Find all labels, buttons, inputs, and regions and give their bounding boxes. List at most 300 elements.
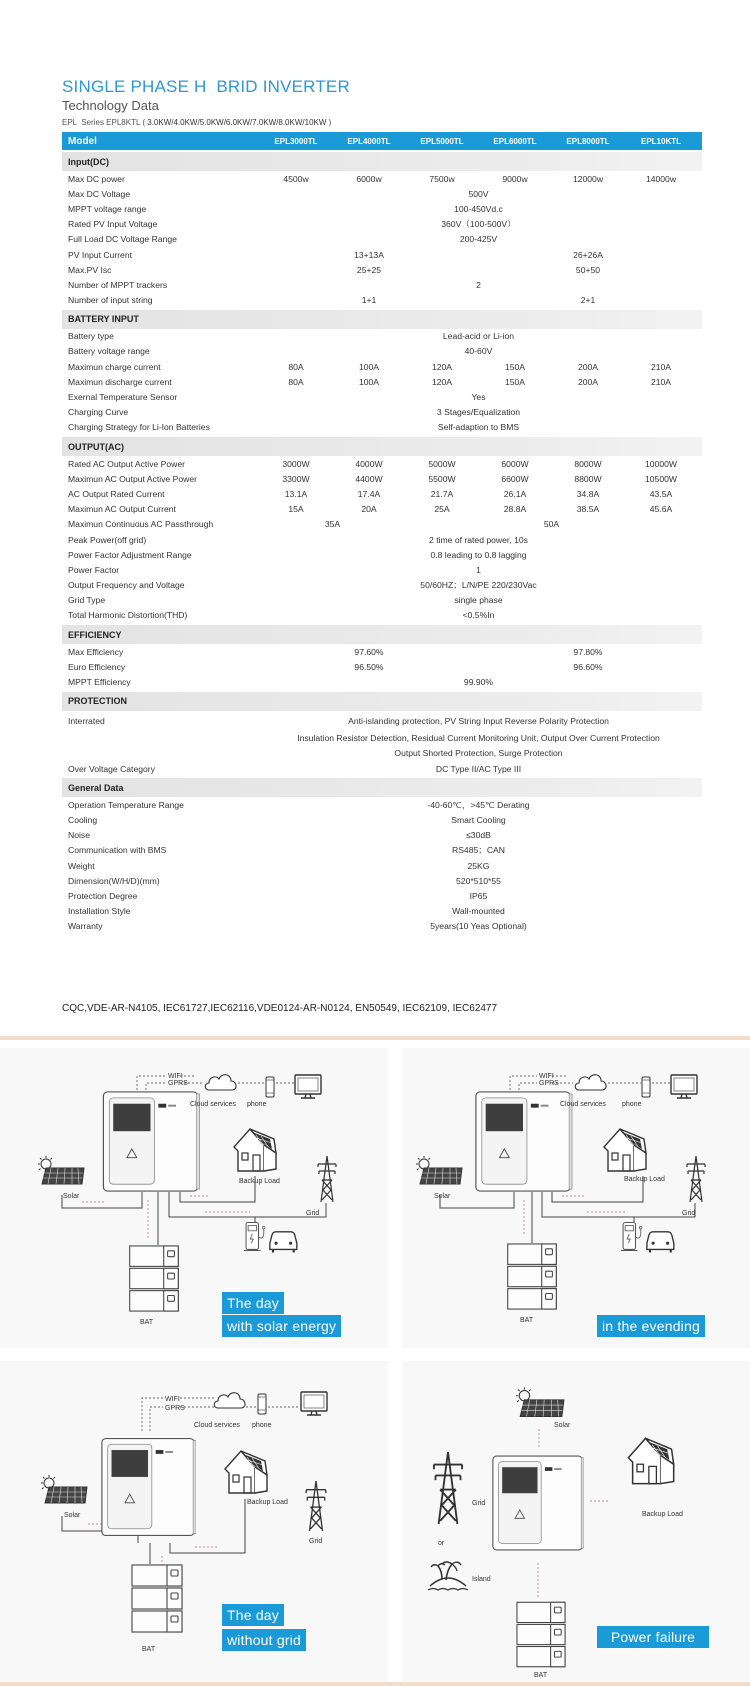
backup-load-label: Backup Load [624,1176,665,1183]
row-value [479,459,552,469]
table-row [62,904,702,919]
cloud-icon [205,1075,236,1090]
row-value-text: 200A [577,361,599,372]
row-label: Interrated [68,715,105,726]
table-row [62,888,702,903]
row-value-text: 3300W [282,473,310,484]
row-label: Maximun AC Output Current [68,504,176,515]
monitor-icon [301,1392,327,1415]
row-value [260,733,698,743]
row-value [260,610,698,620]
monitor-icon [671,1075,697,1098]
row-label: Charging Curve [68,407,129,418]
table-row [62,644,702,659]
solar-panel-icon [516,1387,564,1416]
row-value-text: 3000W [282,458,310,469]
row-value [260,331,698,341]
scenario-panel-power-failure [402,1361,750,1682]
grid-tower-icon [306,1481,326,1531]
row-value-text: 100-450Vd.c [454,203,503,214]
row-value [260,830,698,840]
row-label: Protection Degree [68,890,138,901]
model-header-label: Model [68,135,97,147]
row-value [625,377,698,387]
backup-load-label: Backup Load [642,1511,683,1518]
row-value [260,189,698,199]
row-label: Operation Temperature Range [68,799,184,810]
section-header: BATTERY INPUT [62,310,702,329]
row-value-text: 34.8A [576,488,600,499]
row-value [260,346,698,356]
bat-label: BAT [142,1646,156,1653]
model-column-header: EPL5000TL [420,136,464,146]
row-label: Max.PV Isc [68,264,112,275]
row-value [479,265,698,275]
row-value-text: 120A [431,376,453,387]
row-value-text: 5500W [428,473,456,484]
row-value-text: 80A [288,361,304,372]
solar-label: Solar [64,1512,81,1519]
house-icon [604,1129,646,1171]
row-label: Peak Power(off grid) [68,534,147,545]
row-value-text: Self-adaption to BMS [437,422,520,433]
solar-panel-icon [41,1475,87,1503]
table-row [62,858,702,873]
row-value [260,250,479,260]
table-row [62,873,702,888]
table-row [62,171,702,186]
scenario-panel-evening [402,1048,750,1348]
row-value-text: 10000W [644,458,677,469]
row-value [552,362,625,372]
row-value [260,844,698,856]
backup-load-label: Backup Load [239,1178,280,1185]
row-value-text: Output Shorted Protection, Surge Protection [394,748,563,759]
row-value [479,250,698,260]
gprs-label: GPRS [168,1080,188,1087]
row-value [260,362,333,372]
row-value [260,906,698,916]
monitor-icon [295,1075,321,1098]
table-row [62,201,702,216]
row-value [333,489,406,499]
row-value-text: 4000W [355,458,383,469]
row-value [260,799,698,811]
cloud-label: Cloud services [190,1101,236,1108]
row-value-text: 2+1 [580,295,596,306]
row-value [552,489,625,499]
row-value [260,407,698,417]
row-value [260,459,333,469]
cloud-label: Cloud services [560,1101,606,1108]
table-row [62,608,702,623]
row-value [260,815,698,825]
inverter-icon [102,1439,196,1536]
row-label: Rated AC Output Active Power [68,458,186,469]
row-value [333,504,406,514]
row-value [260,748,698,758]
row-label: Maximun AC Output Active Power [68,473,197,484]
model-column-header: EPL8000TL [566,136,610,146]
grid-tower-icon [687,1156,705,1202]
certification-standards: CQC,VDE-AR-N4105, IEC61727,IEC62116,VDE0124-AR-N0124, EN50549, IEC62109, IEC62477 [62,1003,498,1014]
row-label: Warranty [68,921,103,932]
house-icon [234,1129,276,1171]
or-label: or [438,1540,445,1547]
row-value-text: 43.5A [649,488,673,499]
row-value-text: 200-425V [459,234,498,245]
row-value [333,362,406,372]
row-value [333,174,406,184]
row-value [333,459,406,469]
row-value-text: 100A [358,361,380,372]
row-value [260,677,698,687]
row-value [479,489,552,499]
table-row [62,232,702,247]
table-row [62,247,702,262]
page-subtitle: Technology Data [62,98,159,113]
row-value-text: 96.50% [354,661,384,672]
scenario-title-line1: The day [222,1604,284,1626]
row-value [260,295,479,305]
row-value-text: 2 [476,279,481,290]
row-value-text: <0.5%In [462,610,495,621]
table-header [62,132,702,150]
battery-icon [517,1602,565,1666]
row-value-text: 26.1A [503,488,527,499]
solar-panel-icon [416,1156,462,1184]
row-label: Dimension(W/H/D)(mm) [68,875,160,886]
row-value [260,662,479,672]
row-label: Number of input string [68,295,153,306]
row-value [260,204,698,214]
wifi-label: WIFI [539,1073,554,1080]
row-value [260,392,698,402]
row-value-text: 99.90% [463,677,494,688]
row-value-text: 500V [468,188,489,199]
row-value-text: Yes [471,392,486,403]
inverter-icon [476,1092,572,1191]
row-value-text: 8800W [574,473,602,484]
row-value-text: 40-60V [464,346,493,357]
row-label: Output Frequency and Voltage [68,580,185,591]
section-divider [0,1036,750,1040]
row-value-text: 150A [504,376,526,387]
scenario-title-line1: in the evending [597,1315,705,1337]
row-value [260,716,698,726]
row-value-text: 17.4A [357,488,381,499]
bat-label: BAT [140,1319,154,1326]
house-icon [628,1438,673,1483]
row-value-text: 0.8 leading to 0.8 lagging [430,549,527,560]
row-value-text: IP65 [469,890,488,901]
row-value-text: 210A [650,361,672,372]
row-value-text: Lead-acid or Li-ion [442,331,515,342]
grid-label: Grid [306,1210,320,1217]
row-value [625,362,698,372]
row-value-text: 1 [476,564,481,575]
row-label: Full Load DC Voltage Range [68,234,177,245]
row-label: AC Output Rated Current [68,488,165,499]
row-value [333,474,406,484]
row-label: Battery voltage range [68,346,150,357]
row-value [260,535,698,545]
row-value-text: 50/60HZ；L/N/PE 220/230Vac [420,580,537,591]
house-icon [225,1451,267,1493]
inverter-icon [493,1456,584,1550]
row-value [406,377,479,387]
row-value-text: single phase [454,595,503,606]
row-label: Charging Strategy for Li-Ion Batteries [68,422,210,433]
table-row [62,329,702,344]
row-value [406,362,479,372]
row-value [333,377,406,387]
table-row [62,502,702,517]
table-row [62,843,702,858]
table-row [62,812,702,827]
row-value [552,459,625,469]
table-row [62,731,702,746]
table-row [62,578,702,593]
row-value [260,550,698,560]
row-value-text: 38.5A [576,504,600,515]
row-value-text: 210A [650,376,672,387]
phone-icon [266,1077,274,1097]
row-value-text: Anti-islanding protection, PV String Input Reverse Polarity Protection [348,715,609,726]
row-value-text: 6000w [356,173,382,184]
phone-label: phone [247,1101,267,1108]
row-label: Installation Style [68,906,131,917]
row-value-text: 10500W [644,473,677,484]
row-value-text: 14000w [645,173,677,184]
scenario-title-line1: The day [222,1292,284,1314]
row-value-text: 20A [361,504,377,515]
row-value [260,218,698,230]
row-value [260,519,406,529]
row-value [260,377,333,387]
row-label: Grid Type [68,595,106,606]
row-value [260,861,698,871]
table-row [62,262,702,277]
row-value-text: 25A [434,504,450,515]
inverter-icon [103,1092,199,1191]
row-value-text: 520*510*55 [456,875,501,886]
model-column-header: EPL3000TL [274,136,318,146]
row-value [406,459,479,469]
scenario-title-line2: with solar energy [222,1315,341,1337]
row-value [479,377,552,387]
bat-label: BAT [534,1672,548,1679]
row-value-text: 35A [324,519,341,530]
system-diagram [402,1048,750,1348]
table-row [62,761,702,776]
table-row [62,456,702,471]
ev-charger-icon [621,1223,674,1253]
row-value-text: 7500w [429,173,455,184]
row-value-text: 50A [543,519,560,530]
phone-icon [258,1394,266,1414]
row-value-text: 15A [288,504,304,515]
row-label: Power Factor [68,564,120,575]
series-prefix: EPL Series EPL8KTL ( [62,118,148,127]
row-value-text: 150A [504,361,526,372]
row-label: Battery type [68,331,114,342]
island-icon [428,1562,468,1590]
scenario-panel-day-solar [0,1048,388,1348]
row-label: Total Harmonic Distortion(THD) [68,610,188,621]
system-diagram [0,1361,388,1682]
table-row [62,797,702,812]
system-diagram [0,1048,388,1348]
row-value-text: Wall-mounted [452,906,505,917]
row-value [260,579,698,591]
table-body [62,152,702,934]
row-value-text: 80A [288,376,304,387]
battery-icon [132,1565,182,1632]
row-value-text: 4400W [355,473,383,484]
row-value [406,474,479,484]
row-label: Noise [68,830,90,841]
row-value [260,504,333,514]
row-value [479,504,552,514]
table-row [62,919,702,934]
ev-charger-icon [244,1223,297,1253]
spec-table [62,132,702,934]
table-row [62,420,702,435]
row-value [260,876,698,886]
row-value-text: 5years(10 Yeas Optional) [430,921,527,932]
row-value-text: 26+26A [573,249,603,260]
row-value [479,362,552,372]
table-row [62,471,702,486]
row-label: PV Input Current [68,249,133,260]
row-value [260,595,698,605]
row-value-text: 21.7A [430,488,454,499]
solar-label: Solar [554,1422,571,1429]
row-value [406,174,479,184]
row-value-text: Insulation Resistor Detection, Residual Current Monitoring Unit, Output Over Current Protection [297,733,660,744]
table-row [62,186,702,201]
section-header: OUTPUT(AC) [62,437,702,456]
row-value-text: ≤30dB [466,830,491,841]
table-row [62,547,702,562]
row-value [260,234,698,244]
row-value [260,489,333,499]
row-value-text: 45.6A [649,504,673,515]
grid-label: Grid [682,1210,696,1217]
table-row [62,828,702,843]
model-column-header: EPL6000TL [493,136,537,146]
grid-tower-icon [434,1452,462,1524]
row-label: Over Voltage Category [68,763,155,774]
grid-tower-icon [318,1156,336,1202]
solar-panel-icon [38,1156,84,1184]
row-label: MPPT voltage range [68,203,147,214]
row-value-text: 28.8A [503,504,527,515]
row-value [260,921,698,931]
row-value-text: 100A [358,376,380,387]
row-value-text: 97.60% [354,646,384,657]
row-value-text: 4500w [283,173,309,184]
row-value [406,519,698,529]
row-value [625,474,698,484]
row-value-text: 25KG [467,860,490,871]
table-row [62,344,702,359]
row-label: Number of MPPT trackers [68,279,168,290]
row-label: Cooling [68,814,98,825]
row-value-text: 97.80% [573,646,603,657]
row-value [479,662,698,672]
row-value [406,504,479,514]
cloud-icon [575,1075,606,1090]
row-value [260,764,698,774]
model-column-header: EPL4000TL [347,136,391,146]
row-label: Max Efficiency [68,646,124,657]
section-header: EFFICIENCY [62,625,702,644]
phone-label: phone [622,1101,642,1108]
gprs-label: GPRS [165,1405,185,1412]
row-value-text: DC Type II/AC Type III [435,763,522,774]
gprs-label: GPRS [539,1080,559,1087]
row-label: Power Factor Adjustment Range [68,549,192,560]
solar-label: Solar [63,1193,80,1200]
row-value-text: 200A [577,376,599,387]
row-value [260,265,479,275]
grid-label: Grid [309,1538,323,1545]
row-label: MPPT Efficiency [68,677,131,688]
bottom-border [0,1682,750,1686]
row-label: Max DC power [68,173,125,184]
row-value [625,459,698,469]
phone-label: phone [252,1422,272,1429]
backup-load-label: Backup Load [247,1499,288,1506]
row-value [625,174,698,184]
row-value [479,174,552,184]
row-value [479,474,552,484]
wifi-label: WIFI [168,1073,183,1080]
table-row [62,389,702,404]
row-value [260,422,698,432]
row-value-text: 9000w [502,173,528,184]
row-value [260,891,698,901]
row-value-text: 12000w [572,173,604,184]
row-value-text: 120A [431,361,453,372]
scenario-panel-day-no-grid [0,1361,388,1682]
table-row [62,359,702,374]
grid-line [169,1192,326,1217]
series-line [62,118,331,127]
row-value-text: Smart Cooling [451,814,506,825]
bat-label: BAT [520,1317,534,1324]
section-header: General Data [62,778,702,797]
table-row [62,562,702,577]
row-value-text: 6600W [501,473,529,484]
cloud-label: Cloud services [194,1422,240,1429]
table-row [62,217,702,232]
row-value-text: 13+13A [354,249,384,260]
row-value [260,565,698,575]
table-row [62,374,702,389]
row-label: Rated PV Input Voltage [68,219,158,230]
row-value [406,489,479,499]
table-row [62,674,702,689]
table-row [62,746,702,761]
table-row [62,711,702,731]
table-row [62,277,702,292]
battery-icon [508,1244,557,1309]
row-value [260,280,698,290]
row-value [552,174,625,184]
